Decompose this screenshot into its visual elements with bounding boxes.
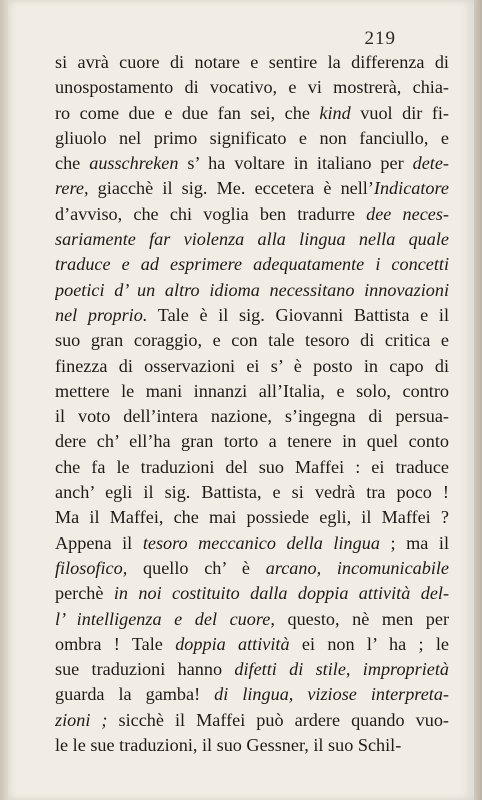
body-text [55,50,449,758]
text-line [55,708,449,733]
text-run: le le sue traduzioni, il suo Gessner, il suo Schil- [55,735,402,756]
text-run: finezza di osservazioni ei s’ è posto in capo di [55,355,449,376]
text-run: gliuolo nel primo significato e non fanciullo, e [55,127,449,148]
italic-text: poetici d’ un altro idioma necessitano innovazioni [55,279,449,300]
text-run: sue traduzioni hanno [55,659,235,680]
text-run: si avrà cuore di notare e sentire la differenza di [55,52,449,72]
italic-text: nel proprio. [55,304,148,325]
italic-text: sariamente far violenza alla lingua nella quale [55,229,449,250]
text-line [55,151,449,176]
text-run: ombra ! Tale [55,633,176,654]
italic-text: zioni ; [55,709,108,730]
text-line [55,202,449,227]
text-run: anch’ egli il sig. Battista, e si vedrà tra poco ! [55,482,449,503]
page-gutter [0,0,8,800]
italic-text: kind [319,102,351,123]
text-line [55,581,449,606]
text-run: che fa le traduzioni del suo Maffei : ei traduce [55,456,449,477]
text-run: unospostamento di vocativo, e vi mostrerà, chia- [55,77,449,98]
text-run: questo, nè men per [274,608,449,629]
italic-text: dete- [412,153,449,174]
italic-text: di lingua, viziose interpreta- [214,684,449,705]
text-line [55,404,449,429]
text-run: giacchè il sig. Me. eccetera è nell’ [88,178,374,199]
italic-text: ausschreken [89,153,179,174]
text-run: perchè [55,583,114,604]
text-line [55,126,449,151]
text-line [55,278,449,303]
text-run: d’avviso, che chi voglia ben tradurre [55,203,367,224]
text-run: ; ma il [379,532,449,553]
text-run: che [55,153,90,174]
text-line [55,50,449,75]
page-edge [474,0,482,800]
text-line [55,227,449,252]
page-number: 219 [364,28,396,49]
italic-text: filosofico, [55,557,128,578]
italic-text: l’ intelligenza e del cuore, [55,608,275,629]
text-run: s’ ha voltare in italiano per [178,153,413,174]
text-line [55,733,449,758]
text-line [55,429,449,454]
italic-text: traduce e ad esprimere adequatamente i concetti [55,254,449,275]
text-line [55,354,449,379]
text-run: quello ch’ è [127,557,266,578]
italic-text: difetti di stile, improprietà [234,659,449,680]
italic-text: in noi costituito dalla doppia attività del- [113,583,449,604]
text-line [55,657,449,682]
italic-text: rere, [55,178,89,199]
italic-text: dee neces- [366,203,449,224]
text-run: Appena il [55,532,143,553]
text-line [55,252,449,277]
text-line [55,556,449,581]
text-run: guarda la gamba! [55,684,215,705]
text-line [55,531,449,556]
italic-text: doppia attività [175,633,290,654]
text-run: ro come due e due fan sei, che [55,102,320,123]
text-line [55,455,449,480]
text-line [55,632,449,657]
text-line [55,328,449,353]
text-line [55,75,449,100]
text-run: Ma il Maffei, che mai possiede egli, il Maffei ? [55,507,449,528]
text-run: mettere le mani innanzi all’Italia, e solo, contro [55,380,449,401]
text-line [55,607,449,632]
text-line [55,682,449,707]
text-run: Tale è il sig. Giovanni Battista e il [147,304,449,325]
text-line [55,379,449,404]
text-line [55,176,449,201]
italic-text: tesoro meccanico della lingua [142,532,380,553]
italic-text: arcano, incomunicabile [265,557,449,578]
text-line [55,480,449,505]
italic-text: Indicatore [373,178,449,199]
book-page [8,0,474,800]
text-run: ei non l’ ha ; le [289,633,449,654]
text-line [55,505,449,530]
text-run: suo gran coraggio, e con tale tesoro di critica e [55,330,449,351]
text-line [55,101,449,126]
text-run: vuol dir fi- [350,102,449,123]
text-run: dere ch’ ell’ha gran torto a tenere in quel conto [55,431,449,452]
text-run: il voto dell’intera nazione, s’ingegna di persua- [55,406,449,427]
text-run: sicchè il Maffei può ardere quando vuo- [107,709,449,730]
text-line [55,303,449,328]
